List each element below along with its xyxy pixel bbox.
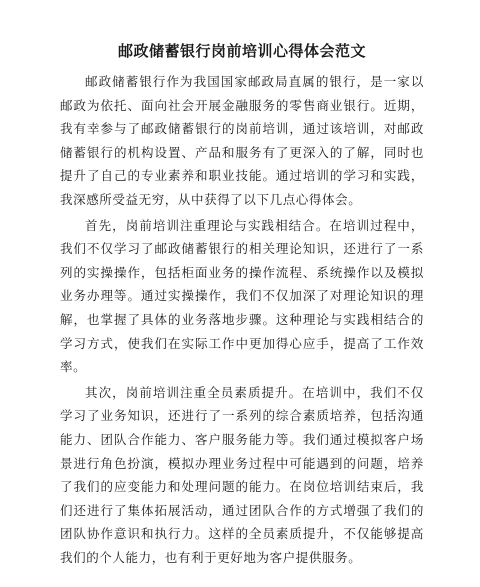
document-title: 邮政储蓄银行岗前培训心得体会范文 bbox=[117, 42, 366, 60]
paragraph-intro: 邮政储蓄银行作为我国国家邮政局直属的银行，是一家以邮政为依托、面向社会开展金融服务的零售商业银行。近期，我有幸参与了邮政储蓄银行的岗前培训，通过该培训，对邮政储蓄银行的机构设置、产品和服务有了更深入的了解，同时也提升了自己的专业素养和职业技能。通过培训的学习和实践，我深感所受益无穷，从中获得了以下几点心得体会。 bbox=[60, 74, 424, 207]
paragraph-second: 其次，岗前培训注重全员素质提升。在培训中，我们不仅学习了业务知识，还进行了一系列的综合素质培养，包括沟通能力、团队合作能力、客户服务能力等。我们通过模拟客户场景进行角色扮演，模拟办理业务过程中可能遇到的问题，培养了我们的应变能力和处理问题的能力。在岗位培训结束后，我们还进行了集体拓展活动，通过团队合作的方式增强了我们的团队协作意识和执行力。这样的全员素质提升，不仅能够提高我们的个人能力，也有利于更好地为客户提供服务。 bbox=[60, 384, 424, 565]
paragraph-first: 首先，岗前培训注重理论与实践相结合。在培训过程中，我们不仅学习了邮政储蓄银行的相关理论知识，还进行了一系列的实操操作，包括柜面业务的操作流程、系统操作以及模拟业务办理等。通过实操操作，我们不仅加深了对理论知识的理解，也掌握了具体的业务落地步骤。这种理论与实践相结合的学习方式，使我们在实际工作中更加得心应手，提高了工作效率。 bbox=[60, 217, 424, 375]
